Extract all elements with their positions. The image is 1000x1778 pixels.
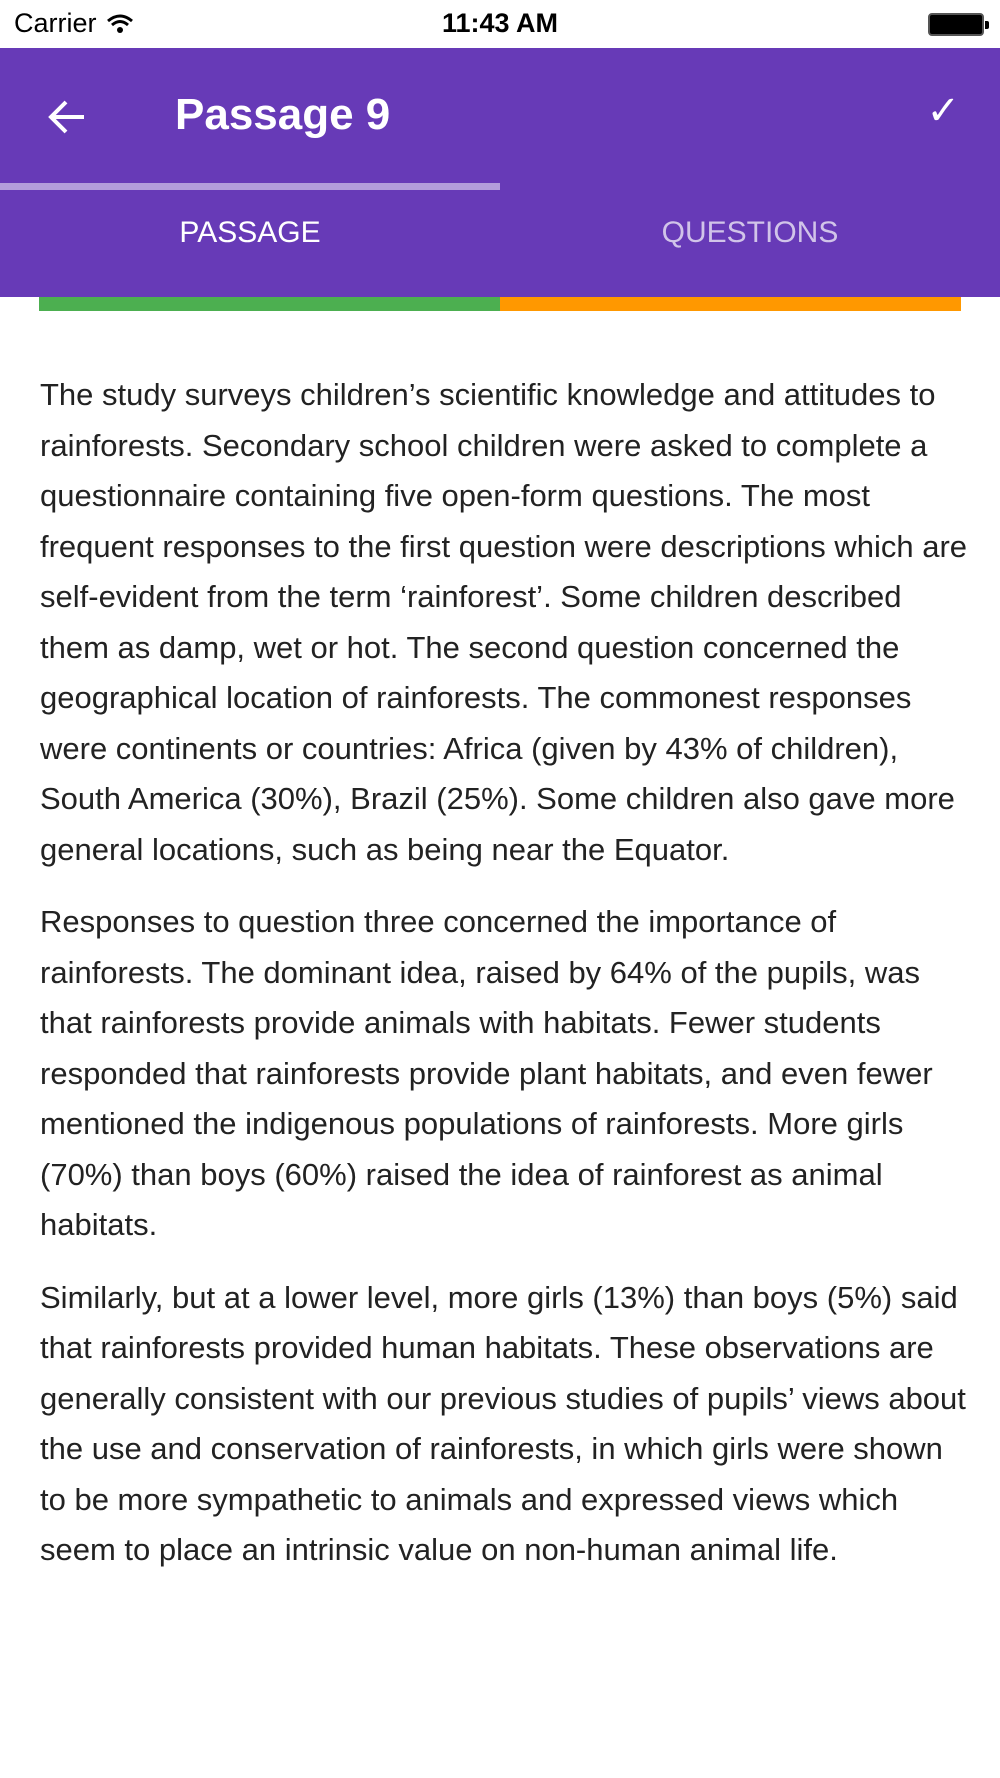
progress-bar-green — [39, 297, 500, 311]
status-time: 11:43 AM — [441, 8, 559, 38]
page-title: Passage 9 — [175, 90, 391, 139]
arrow-left-icon — [44, 93, 92, 141]
tab-passage[interactable]: PASSAGE — [179, 216, 321, 249]
status-bar — [0, 0, 1000, 48]
tab-indicator — [0, 183, 500, 190]
passage-paragraph: Responses to question three concerned the importance of rainforests. The dominant idea, raised by 64% of the pupils, was that rainforests provide animals with habitats. Fewer students responded that rainforests provide plant habitats, and even fewer mentioned the indigenous populations of rainforests. More girls (70%) than boys (60%) raised the idea of rainforest as animal habitats. — [40, 904, 933, 1242]
passage-paragraph: The study surveys children’s scientific knowledge and attitudes to rainforests. Secondary school children were asked to complete a questionnaire containing five open-form questions. The most frequent responses to the first question were descriptions which are self-evident from the term ‘rainforest’. Some children described them as damp, wet or hot. The second question concerned the geographical location of rainforests. The commonest responses were continents or countries: Africa (given by 43% of children), South America (30%), Brazil (25%). Some children also gave more general locations, such as being near the Equator. — [40, 377, 968, 867]
back-button[interactable] — [44, 93, 92, 141]
app-bar — [0, 48, 1000, 297]
check-icon[interactable]: ✓ — [926, 89, 960, 133]
passage-content — [40, 370, 970, 1598]
carrier-label: Carrier — [14, 8, 97, 38]
progress-bar-orange — [500, 297, 961, 311]
passage-paragraph: Similarly, but at a lower level, more girls (13%) than boys (5%) said that rainforests provided human habitats. These observations are generally consistent with our previous studies of pupils’ views about the use and conservation of rainforests, in which girls were shown to be more sympathetic to animals and expressed views which seem to place an intrinsic value on non-human animal life. — [40, 1279, 966, 1567]
tab-questions[interactable]: QUESTIONS — [661, 216, 839, 249]
battery-icon — [928, 13, 984, 36]
